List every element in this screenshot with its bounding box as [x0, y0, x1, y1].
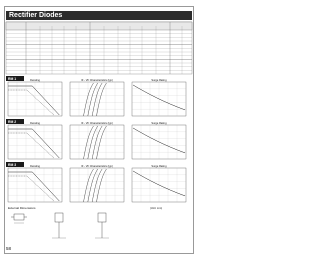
graph-panel [70, 78, 124, 116]
graph-panel [70, 164, 124, 202]
graph-panel [132, 121, 186, 159]
device-label: RM 3 [8, 162, 17, 167]
graph-panel [8, 78, 62, 116]
graph-section [6, 76, 186, 202]
graph-title: Derating [30, 165, 40, 169]
graph-panel [8, 121, 62, 159]
package-body [14, 214, 24, 220]
package-drawing [11, 214, 27, 223]
graph-title: Surge Rating [151, 79, 167, 83]
device-label: RM 2 [8, 119, 17, 124]
graph-title: Derating [30, 79, 40, 83]
device-label: RM 1 [8, 76, 17, 81]
spec-table [6, 22, 192, 74]
graph-title: IF - VF Characteristics (typ) [81, 122, 113, 126]
spec-table-columns [40, 26, 182, 74]
graph-row [6, 162, 186, 202]
graph-row [6, 119, 186, 159]
graph-title: IF - VF Characteristics (typ) [81, 165, 113, 169]
page-number: 58 [6, 246, 12, 251]
graph-row [6, 76, 186, 116]
graph-title: Surge Rating [151, 122, 167, 126]
package-drawing-3 [95, 213, 109, 238]
external-dimensions [8, 206, 162, 238]
graph-panel [132, 164, 186, 202]
package-body [98, 213, 106, 222]
spec-table-header-bg [6, 22, 192, 30]
graph-panel [132, 78, 186, 116]
spec-table-rows [6, 34, 192, 71]
page-title: Rectifier Diodes [9, 12, 63, 19]
dimensions-unit: (Unit: mm) [150, 207, 163, 210]
package-drawing-2 [52, 213, 66, 238]
package-body [55, 213, 63, 222]
dimensions-title: External Dimensions [8, 206, 36, 210]
graph-panel [8, 164, 62, 202]
graph-title: IF - VF Characteristics (typ) [81, 79, 113, 83]
graph-title: Surge Rating [151, 165, 167, 169]
graph-panel [70, 121, 124, 159]
graph-title: Derating [30, 122, 40, 126]
